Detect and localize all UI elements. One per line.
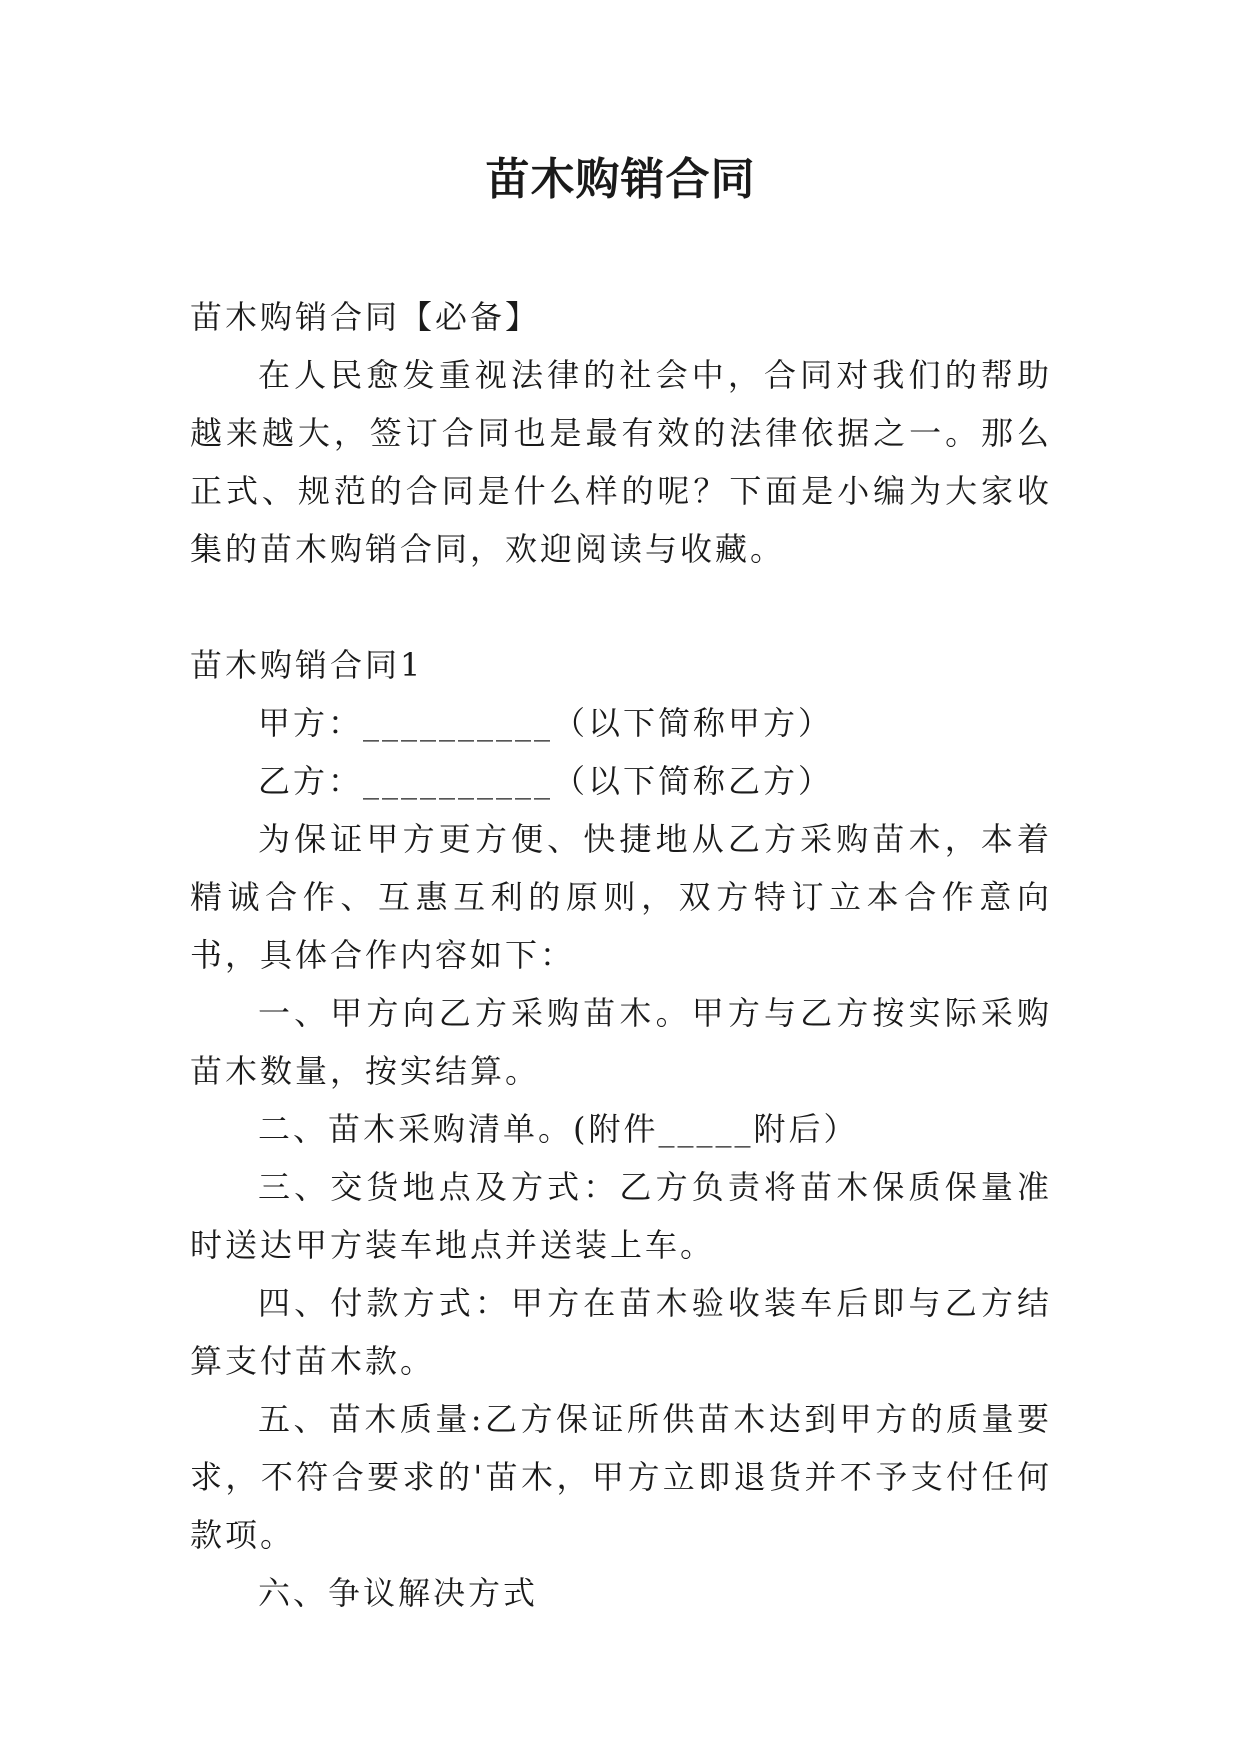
clause-1: 一、甲方向乙方采购苗木。甲方与乙方按实际采购苗木数量，按实结算。 [190, 994, 1052, 1090]
clause-3: 三、交货地点及方式：乙方负责将苗木保质保量准时送达甲方装车地点并送装上车。 [190, 1168, 1052, 1264]
clause-5: 五、苗木质量:乙方保证所供苗木达到甲方的质量要求，不符合要求的'苗木，甲方立即退货并不予支付任何款项。 [190, 1400, 1052, 1554]
paragraph-spacer [190, 578, 1052, 636]
party-a-line: 甲方：__________（以下简称甲方） [258, 704, 834, 742]
clause-2: 二、苗木采购清单。(附件_____附后） [258, 1110, 859, 1148]
document-title: 苗木购销合同 [485, 154, 756, 205]
purpose-paragraph: 为保证甲方更方便、快捷地从乙方采购苗木，本着精诚合作、互惠互利的原则，双方特订立本合作意向书，具体合作内容如下： [190, 820, 1052, 974]
heading-line: 苗木购销合同【必备】 [190, 298, 541, 336]
clause-6: 六、争议解决方式 [258, 1574, 539, 1612]
clause-4: 四、付款方式：甲方在苗木验收装车后即与乙方结算支付苗木款。 [190, 1284, 1052, 1380]
intro-paragraph: 在人民愈发重视法律的社会中，合同对我们的帮助越来越大，签订合同也是最有效的法律依据之一。那么正式、规范的合同是什么样的呢？下面是小编为大家收集的苗木购销合同，欢迎阅读与收藏。 [190, 356, 1052, 568]
document-body [190, 288, 1052, 1622]
section-heading: 苗木购销合同1 [190, 646, 424, 684]
party-b-line: 乙方：__________（以下简称乙方） [258, 762, 834, 800]
